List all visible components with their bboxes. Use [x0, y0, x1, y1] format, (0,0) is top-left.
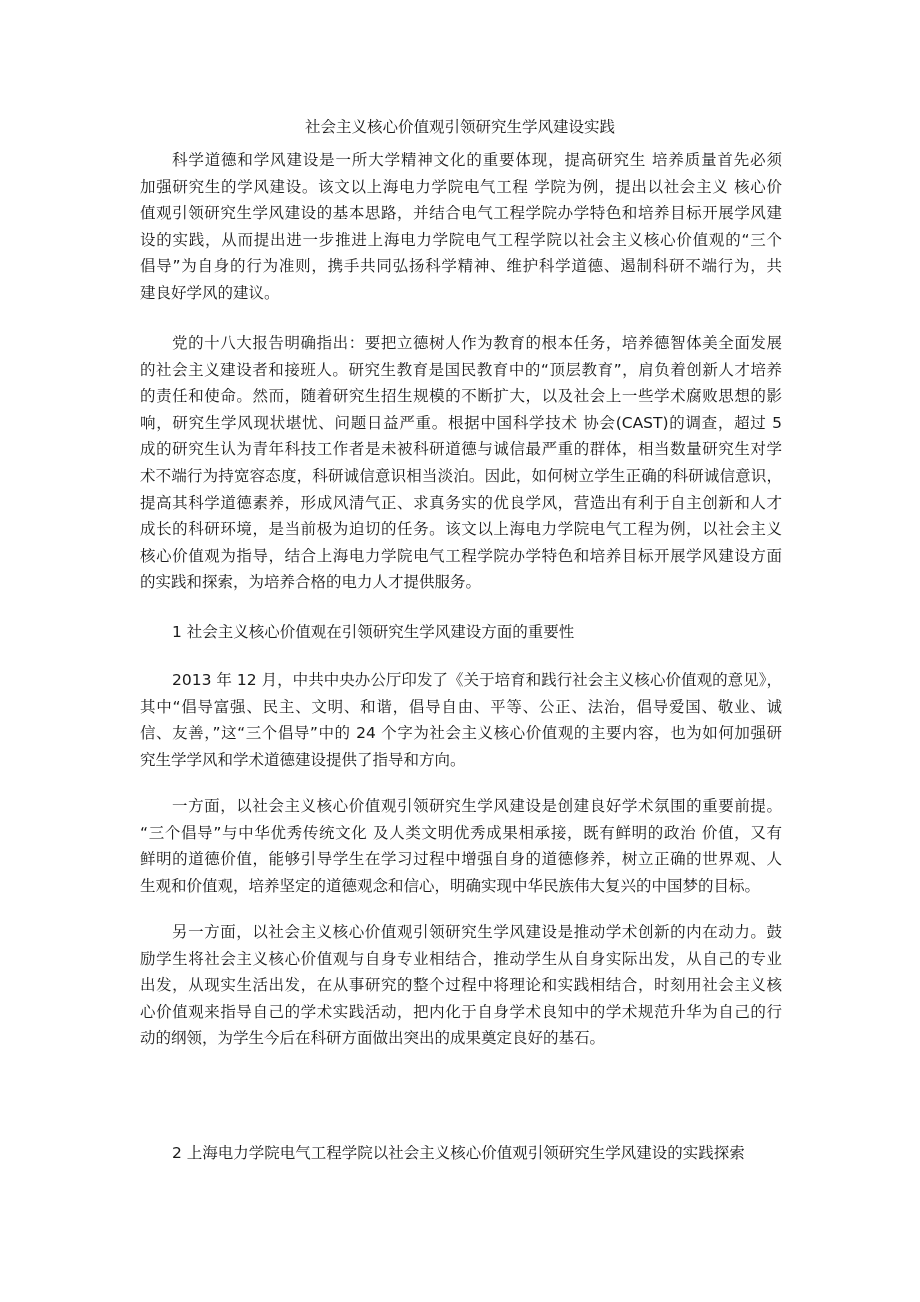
- text-line: 加强研究生的学风建设。该文以上海电力学院电气工程 学院为例，提出以社会主义 核心价: [140, 177, 782, 196]
- section-heading-2: 2 上海电力学院电气工程学院以社会主义核心价值观引领研究生学风建设的实践探索: [172, 1144, 745, 1162]
- text-line: 核心价值观为指导，结合上海电力学院电气工程学院办学特色和培养目标开展学风建设方面: [140, 546, 782, 565]
- text-line: 2013 年 12 月，中共中央办公厅印发了《关于培育和践行社会主义核心价值观的意见》，: [172, 671, 782, 689]
- paragraph-2013-opinion: [140, 667, 782, 773]
- text-line: 其中“倡导富强、民主、文明、和谐，倡导自由、平等、公正、法治，倡导爱国、敬业、诚: [140, 697, 782, 716]
- text-line: 究生学学风和学术道德建设提供了指导和方向。: [140, 750, 466, 769]
- text-line: 科学道德和学风建设是一所大学精神文化的重要体现，提高研究生 培养质量首先必须: [172, 151, 782, 169]
- text-line: 生观和价值观，培养坚定的道德观念和信心，明确实现中华民族伟大复兴的中国梦的目标。: [140, 876, 761, 895]
- text-line: 一方面，以社会主义核心价值观引领研究生学风建设是创建良好学术氛围的重要前提。: [172, 797, 782, 815]
- text-line: 励学生将社会主义核心价值观与自身专业相结合，推动学生从自身实际出发，从自己的专业: [140, 949, 782, 968]
- text-line: 提高其科学道德素养，形成风清气正、求真务实的优良学风，营造出有利于自主创新和人才: [140, 493, 782, 512]
- text-line: 成的研究生认为青年科技工作者是未被科研道德与诚信最严重的群体，相当数量研究生对学: [140, 440, 782, 459]
- paragraph-abstract: [140, 147, 782, 307]
- text-line: 另一方面，以社会主义核心价值观引领研究生学风建设是推动学术创新的内在动力。鼓: [172, 923, 782, 941]
- text-line: 心价值观来指导自己的学术实践活动，把内化于自身学术良知中的学术规范升华为自己的行: [140, 1002, 782, 1021]
- paragraph-one-hand: [140, 793, 782, 899]
- document-title: 社会主义核心价值观引领研究生学风建设实践: [304, 118, 615, 136]
- text-line: 响，研究生学风现状堪忧、问题日益严重。根据中国科学技术 协会(CAST)的调查，超过 5: [140, 413, 782, 432]
- text-line: 出发，从现实生活出发，在从事研究的整个过程中将理论和实践相结合，时刻用社会主义核: [140, 976, 782, 995]
- text-line: 值观引领研究生学风建设的基本思路，并结合电气工程学院办学特色和培养目标开展学风建: [140, 204, 782, 223]
- text-line: 的社会主义建设者和接班人。研究生教育是国民教育中的“顶层教育”，肩负着创新人才培养: [140, 360, 782, 379]
- text-line: “三个倡导”与中华优秀传统文化 及人类文明优秀成果相承接，既有鲜明的政治 价值，又有: [140, 823, 782, 842]
- text-line: 的责任和使命。然而，随着研究生招生规模的不断扩大，以及社会上一些学术腐败思想的影: [140, 387, 782, 406]
- text-line: 信、友善，”这“三个倡导”中的 24 个字为社会主义核心价值观的主要内容，也为如何加强研: [140, 724, 782, 743]
- text-line: 鲜明的道德价值，能够引导学生在学习过程中增强自身的道德修养，树立正确的世界观、人: [140, 850, 782, 869]
- paragraph-other-hand: [140, 919, 782, 1052]
- section-heading-1: 1 社会主义核心价值观在引领研究生学风建设方面的重要性: [172, 623, 575, 641]
- text-line: 党的十八大报告明确指出：要把立德树人作为教育的根本任务，培养德智体美全面发展: [172, 334, 782, 352]
- text-line: 倡导”为自身的行为准则，携手共同弘扬科学精神、维护科学道德、遏制科研不端行为，共: [140, 257, 782, 276]
- text-line: 术不端行为持宽容态度，科研诚信意识相当淡泊。因此，如何树立学生正确的科研诚信意识，: [140, 466, 782, 485]
- text-line: 设的实践，从而提出进一步推进上海电力学院电气工程学院以社会主义核心价值观的“三个: [140, 230, 782, 249]
- text-line: 的实践和探索，为培养合格的电力人才提供服务。: [140, 573, 482, 592]
- text-line: 成长的科研环境，是当前极为迫切的任务。该文以上海电力学院电气工程为例，以社会主义: [140, 520, 782, 539]
- text-line: 动的纲领，为学生今后在科研方面做出突出的成果奠定良好的基石。: [140, 1029, 606, 1048]
- text-line: 建良好学风的建议。: [140, 283, 280, 302]
- paragraph-introduction: [140, 330, 782, 596]
